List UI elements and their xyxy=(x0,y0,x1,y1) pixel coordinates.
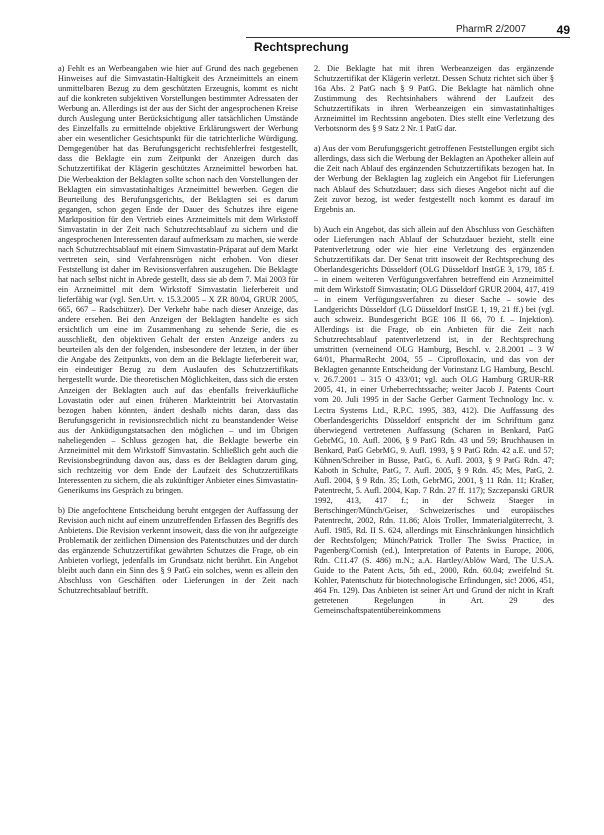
paragraph-2b: b) Auch ein Angebot, das sich allein auf den Abschluss von Geschäften oder Lieferungen nach Ablauf der Schutzdauer bezieht, stellt eine Patentverletzung oder wie hier eine Verletzung des ergänzenden Schutzzertifikats dar. Der Senat tritt insoweit der Rechtsprechung des Oberlandesgerichts Düsseldorf (OLG Düsseldorf InstGE 3, 179, 185 f. – in einem weiteren Verfügungsverfahren betreffend ein Arzneimittel mit dem Wirkstoff Simvastatin; OLG Düsseldorf GRUR 2004, 417, 419 – in einem Verfügungsverfahren zu dieser Sache – sowie des Landgerichts Düsseldorf (LG Düsseldorf InstGE 1, 19, 21 ff.) bei (vgl. auch schweiz. Bundesgericht BGE 106 II 66, 70 f. – Injektion). Allerdings ist die Frage, ob ein Anbieten für die Zeit nach Schutzrechtsablauf patentverletzend ist, in der Rechtsprechung umstritten (verneinend OLG Hamburg, Beschl. v. 2.8.2001 – 3 W 64/01, PharmaRecht 2004, 55 – Ciprofloxacin, und das von der Beklagten genannte Entscheidung der Vorinstanz LG Hamburg, Beschl. v. 26.7.2001 – 315 O 433/01; vgl. auch OLG Hamburg GRUR-RR 2005, 41, in einer Urheberrechtssache; weiter Jacob J. Patents Court vom 20. Juli 1995 in der Sache Gerber Garment Technology Inc. v. Lectra Systems Ltd., R.P.C. 1995, 383, 412). Die Auffassung des Oberlandesgerichts Düsseldorf entspricht der im Schrifttum ganz überwiegend vertretenen Auffassung (Scharen in Benkard, PatG GebrMG, 10. Aufl. 2006, § 9 PatG Rdn. 43 und 59; Bruchhausen in Benkard, PatG GebrMG, 9. Aufl. 1993, § 9 PatG Rdn. 42 a.E. und 57; Kühnen/Schreiber in Busse, PatG, 6. Aufl. 2003, § 9 PatG Rdn. 47; Kaboth in Schulte, PatG, 7. Aufl. 2005, § 9 Rdn. 45; Mes, PatG, 2. Aufl. 2004, § 9 Rdn. 35; Loth, GebrMG, 2001, § 11 Rdn. 11; Kraßer, Patentrecht, 5. Aufl. 2004, Kap. 7 Rdn. 27 ff. 117); Szczepanski GRUR 1992, 413, 417 f.; in der Schweiz Staeger in Bertschinger/Münch/Geiser, Schweizerisches und europäisches Patentrecht, 2002, Rdn. 11.86; Alois Troller, Immaterialgüterrecht, 3. Aufl. 1985, Rd. II S. 624, allerdings mit Einschränkungen hinsichtlich der Rechtsfolgen; Münch/Patrick Troller The Swiss Practice, in Pagenberg/Cornish (ed.), Interpretation of Patents in Europe, 2006, Rdn. C11.47 (S. 486) m.N.; a.A. Hartley/Ablöw Ward, The U.S.A. Guide to the Patent Acts, 5th ed., 2000, Rdn. 60.04; zweifelnd St. Kohler, Patentschutz für biotechnologische Erfindungen, sic! 2006, 451, 464 Fn. 129). Das Anbieten ist seiner Art und Grund der nicht in Kraft getretenen Regelungen in Art. 29 des Gemeinschaftspatentübereinkommens xyxy=(314,224,554,616)
journal-citation: PharmR 2/2007 xyxy=(455,24,526,35)
section-title: Rechtsprechung xyxy=(254,40,349,54)
left-column xyxy=(58,64,298,824)
right-column xyxy=(314,64,554,824)
paragraph-2: 2. Die Beklagte hat mit ihren Werbeanzeigen das ergänzende Schutzzertifikat der Klägerin verletzt. Dessen Schutz richtet sich über § 16a Abs. 2 PatG nach § 9 PatG. Die Beklagte hat nämlich ohne Zustimmung des Rechtsinhabers während der Laufzeit des Schutzzertifikats in ihren Werbeanzeigen ein simvastatinhaltiges Arzneimittel im Rechtssinn angeboten. Dies stellt eine Verletzung des Verbotsnorm des § 9 Satz 2 Nr. 1 PatG dar. xyxy=(314,64,554,134)
paragraph-2a: a) Aus der vom Berufungsgericht getroffenen Feststellungen ergibt sich allerdings, dass sich die Werbung der Beklagten an Apotheker allein auf die Zeit nach Ablauf des ergänzenden Schutzzertifikats bezogen hat. In der Werbung der Beklagten lag zugleich ein Angebot für Lieferungen nach Ablauf des Schutzdauer; dass sich dieses Angebot nicht auf die Zeit zuvor bezog, ist weder festgestellt noch kommt es darauf im Ergebnis an. xyxy=(314,144,554,214)
header-rule xyxy=(246,37,570,38)
page-header xyxy=(246,23,570,56)
page-number: 49 xyxy=(556,23,570,37)
paragraph-b: b) Die angefochtene Entscheidung beruht entgegen der Auffassung der Revision auch nicht auf einem unzutreffenden Erfassen des Begriffs des Anbietens. Die Revision verkennt insoweit, dass die von ihr aufgezeigte Problematik der zeitlichen Dimension des Patentschutzes und der durch das ergänzende Schutzzertifikat gewährten Schutzes die Frage, ob ein Anbieten vorliegt, jedenfalls im Grundsatz nicht berührt. Ein Angebot bleibt auch dann ein Sinn des § 9 PatG ein solches, wenn es allein den Abschluss von Geschäften oder Lieferungen in der Zeit nach Schutzrechtsablauf betrifft. xyxy=(58,506,298,596)
paragraph-a: a) Fehlt es an Werbeangaben wie hier auf Grund des nach gegebenen Hinweises auf die Simvastatin-Haltigkeit des Arzneimittels an einem unmittelbaren Bezug zu dem geschützten Erzeugnis, kommt es nicht auf die konkreten subjektiven Vorstellungen bestimmter Adressaten der Werbung an. Allerdings ist der aus der Sicht der angesprochenen Kreise durch Auslegung unter Berücksichtigung aller tatsächlichen Umstände des Einzelfalls zu ermittelnde objektive Erklärungswert der Werbung aber ein wesentlicher Gesichtspunkt für die tatrichterliche Würdigung. Demgegenüber hat das Berufungsgericht rechtsfehlerfrei festgestellt, dass die Beklagte ein zum Zeitpunkt der Anzeigen durch das Schutzzertifikat der Klägerin geschütztes Arzneimittel beworben hat. Die Werbeaktion der Beklagten sollte schon nach den Vorstellungen der Beklagten ein simvastatinhaltiges Arzneimittel bewerben. Gegen die Beurteilung des Berufungsgerichts, der Beklagten sei es darum gegangen, schon gegen Ende der Dauer des Schutzes ihre eigene Marktposition für den Vertrieb eines Arzneimittels mit dem Wirkstoff Simvastatin in der Zeit nach Schutzrechtsablauf zu sichern und die angesprochenen Interessenten darauf aufmerksam zu machen, sie werde nach Schutzrechtsablauf mit einem Simvastatin-Präparat auf dem Markt vertreten sein, sind Verfahrensrügen nicht erhoben. Von dieser Feststellung ist daher im Revisionsverfahren auszugehen. Die Beklagte hat nach selbst nicht in Abrede gestellt, dass sie ab dem 7. Mai 2003 für ein Arzneimittel mit dem Wirkstoff Simvastatin lieferbereit und lieferfähig war (vgl. Sen.Urt. v. 15.3.2005 – X ZR 80/04, GRUR 2005, 665, 667 – Radschützer). Der Verkehr habe nach dieser Anzeige, das andere ersehen. Bei den Anzeigen der Beklagten handelte es sich ersichtlich um eine im Zusammenhang zu sehende Serie, die es ausschließt, den objektiven Gehalt der ersten Anzeige anders zu beurteilen als den der folgenden, insbesondere der letzten, in der über die Angabe des Zeitpunkts, von dem an die Beklagte lieferbereit war, ein eindeutiger Bezug zu dem Auslaufen des Schutzzertifikats hergestellt wurde. Die theoretischen Möglichkeiten, dass sich die ersten Anzeigen der Beklagten auch auf das ebenfalls freiverkäufliche Lovastatin oder auf einen früheren Markteintritt bei Atorvastatin bezogen haben könnten, ändert deshalb nichts daran, dass das Berufungsgericht in revisionsrechtlich nicht zu beanstandender Weise aus der Anküdigungstatsachen den möglichen – und im Übrigen naheliegenden – Schluss gezogen hat, die Beklagte bewerbe ein Arzneimittel mit dem Wirkstoff Simvastatin. Schließlich geht auch die Revisionsbegründung davon aus, dass es der Beklagten darum ging, sich rechtzeitig vor dem Ende der Laufzeit des Schutzzertifikats Interessenten zu sichern, die als zukünftiger Anbieter eines Simvastatin-Generikums ins Gespräch zu bringen. xyxy=(58,64,298,495)
